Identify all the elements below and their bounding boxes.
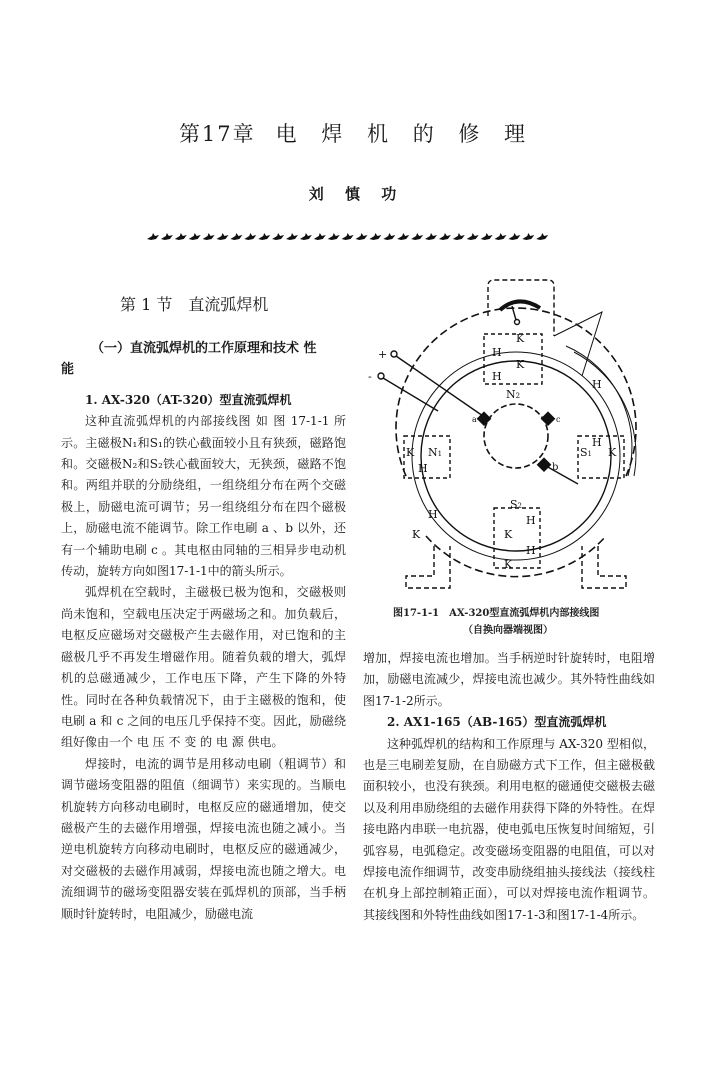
heading-ax1-165: 2. AX1-165（AB-165）型直流弧焊机 [387, 715, 607, 730]
label-h-right: H [592, 378, 602, 391]
section-number: 第 1 节 [120, 295, 173, 314]
label-h-top: H [492, 346, 502, 359]
ornament-mark [189, 233, 201, 240]
paragraph: 焊接时，电流的调节是用移动电刷（粗调节）和调节磁场变阻器的阻值（细调节）来实现的。当顺电机旋转方向移动电刷时，电枢反应的磁通增加，使交磁极产生的去磁作用增强，焊接电流也随之减小。当逆电机旋转方向移动电刷时，电枢反应的磁通减少，对交磁极的去磁作用减弱，焊接电流也随之增大。电流细调节的磁场变阻器安装在弧焊机的顶部，当手柄顺时针旋转时，电阻减少，励磁电流 [61, 756, 346, 921]
label-h-s1: H [592, 436, 602, 449]
chapter-title [0, 118, 713, 148]
label-n2: N2 [506, 388, 521, 401]
ornament-mark [230, 233, 242, 240]
ornament-mark [453, 233, 465, 240]
paragraph: 增加，焊接电流也增加。当手柄逆时针旋转时，电阻增加，励磁电流减少，焊接电流也减少。其外特性曲线如图17-1-2所示。 [363, 651, 655, 708]
ornament-mark [328, 233, 340, 240]
label-h-n1: H [418, 462, 428, 475]
ornament-mark [244, 233, 256, 240]
label-c: c [556, 415, 561, 424]
label-n1: N1 [428, 446, 443, 459]
ornament-mark [147, 233, 159, 240]
label-k-n1: K [406, 446, 415, 459]
subsection-title-cont: 能 [61, 362, 75, 378]
label-h-top2: H [492, 370, 502, 383]
figure-caption [393, 605, 663, 639]
label-k-left: K [412, 528, 421, 541]
ornament-mark [258, 233, 270, 240]
label-k-top2: K [516, 358, 525, 371]
ornament-mark [508, 233, 520, 240]
ornament-mark [536, 233, 548, 240]
wiring-diagram [366, 276, 666, 592]
paragraph: 弧焊机在空载时，主磁极已极为饱和，交磁极则尚未饱和，空载电压决定于两磁场之和。加负载后，电枢反应磁场对交磁极产生去磁作用，对已饱和的主磁极几乎不再发生增磁作用。随着负载的增大，弧焊机的总磁通减少，工作电压下降，产生下降的外特性。同时在各种负载情况下，由于主磁极的饱和，使电刷 a 和 c 之间的电压几乎保持不变。因此，励磁绕组好像由一个 电 压 不 变 的 电 源 供电。 [61, 585, 346, 750]
ornament-mark [425, 233, 437, 240]
foot-right [582, 546, 626, 588]
decorative-divider [147, 232, 549, 242]
ornament-mark [217, 233, 229, 240]
ornament-mark [467, 233, 479, 240]
section-title [120, 292, 268, 315]
paragraph: 这种弧焊机的结构和工作原理与 AX-320 型相似，也是三电刷差复励，在自励磁方式下工作，但主磁极截面积较小，也没有狭颈。利用电枢的磁通使交磁极去磁以及利用串励绕组的去磁作用获得下降的外特性。在焊接电路内串联一电抗器，使电弧电压恢复时间缩短，引弧容易，电弧稳定。改变磁场变阻器的电阻值，可以对焊接电流作细调节，改变串励绕组抽头接线法（接线柱在机身上部控制箱正面），可以对焊接电流作粗调节。其接线图和外特性曲线如图17-1-3和图17-1-4所示。 [363, 736, 655, 922]
ornament-mark [175, 233, 187, 240]
foot-left [406, 546, 450, 588]
label-a: a [472, 415, 477, 424]
ornament-mark [342, 233, 354, 240]
ornament-mark [161, 233, 173, 240]
label-h-s2b: H [526, 544, 536, 557]
paragraph: 这种直流弧焊机的内部接线图 如 图 17-1-1 所示。主磁极N₁和S₁的铁心截面较小且有狭颈，磁路饱和。交磁极N₂和S₂铁心截面较大，无狭颈，磁路不饱和。两组并联的分励绕组，一组绕组分布在两个交磁极上，励磁电流可调节；另一组绕组分布在四个磁极上，励磁电流不能调节。除工作电刷 a 、b 以外，还有一个辅助电刷 c 。其电枢由同轴的三相异步电动机传动，旋转方向如图17-1-1中的箭头所示。 [61, 414, 346, 579]
ornament-mark [522, 233, 534, 240]
heading-ax320: 1. AX-320（AT-320）型直流弧焊机 [85, 392, 292, 407]
ornament-mark [369, 233, 381, 240]
label-h-left: H [428, 508, 438, 521]
ornament-mark [314, 233, 326, 240]
label-k-s1: K [608, 446, 617, 459]
chapter-name: 电 焊 机 的 修 理 [275, 122, 535, 146]
right-column [363, 648, 655, 926]
label-b: b [552, 462, 559, 473]
ornament-mark [397, 233, 409, 240]
subsection-title: （一）直流弧焊机的工作原理和技术 性 [91, 341, 317, 356]
left-column [61, 338, 346, 925]
brush-b [538, 458, 551, 471]
label-k-top: K [516, 332, 525, 345]
ornament-mark [272, 233, 284, 240]
label-k-s2b: K [504, 558, 513, 571]
ornament-mark [286, 233, 298, 240]
caption-line-1: 图17-1-1 AX-320型直流弧焊机内部接线图 [393, 608, 600, 619]
label-minus: - [368, 370, 372, 383]
armature [484, 404, 548, 468]
ornament-mark [411, 233, 423, 240]
label-h-s2: H [526, 514, 536, 527]
label-s1: S1 [580, 446, 593, 459]
ornament-mark [300, 233, 312, 240]
ornament-mark [439, 233, 451, 240]
label-plus: + [378, 348, 388, 361]
label-k-s2: K [504, 528, 513, 541]
label-s2: S2 [510, 498, 523, 511]
chapter-number: 第17章 [178, 122, 256, 146]
ornament-mark [495, 233, 507, 240]
ornament-mark [203, 233, 215, 240]
section-name: 直流弧焊机 [188, 295, 269, 314]
ornament-mark [383, 233, 395, 240]
brush-c [542, 412, 555, 425]
author: 刘 慎 功 [308, 185, 405, 203]
ornament-mark [481, 233, 493, 240]
caption-line-2: （自换向器端视图） [463, 625, 553, 636]
ornament-mark [356, 233, 368, 240]
